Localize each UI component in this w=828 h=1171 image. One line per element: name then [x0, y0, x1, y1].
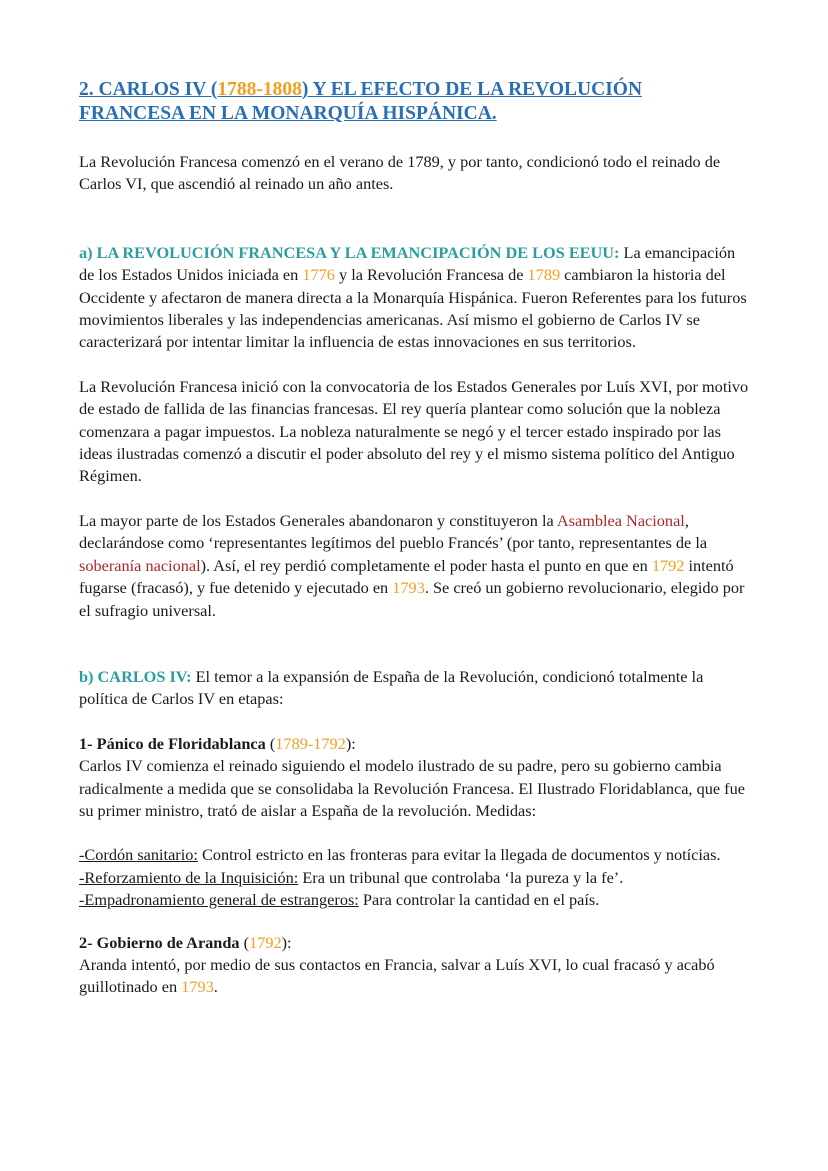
year-highlight: 1793 — [181, 977, 214, 997]
title-text-start: 2. CARLOS IV ( — [79, 79, 218, 100]
stage-1-heading: 1- Pánico de Floridablanca (1789-1792): — [79, 733, 356, 753]
intro-paragraph: La Revolución Francesa comenzó en el verano de 1789, y por tanto, condicionó todo el reinado de Carlos VI, que ascendió al reinado un año antes. — [79, 152, 721, 194]
year-highlight: 1789-1792 — [275, 733, 346, 753]
stage-2-heading: 2- Gobierno de Aranda (1792): — [79, 932, 292, 952]
year-highlight: 1793 — [392, 578, 425, 598]
year-highlight: 1776 — [302, 265, 335, 285]
section-a-heading: a) LA REVOLUCIÓN FRANCESA Y LA EMANCIPACIÓN DE LOS EEUU: — [79, 242, 620, 262]
measure-label: -Cordón sanitario: — [79, 845, 198, 865]
section-b-heading: b) CARLOS IV: — [79, 666, 192, 686]
measure-label: -Empadronamiento general de estrangeros: — [79, 890, 359, 910]
section-b-paragraph: b) CARLOS IV: El temor a la expansión de España de la Revolución, condicionó totalmente la política de Carlos IV en etapas: — [79, 666, 704, 709]
document-page — [79, 78, 751, 999]
list-item: -Cordón sanitario: Control estricto en las fronteras para evitar la llegada de documentos y notícias. — [79, 845, 721, 865]
measures-list — [79, 844, 751, 911]
list-item: -Reforzamiento de la Inquisición: Era un tribunal que controlaba ‘la pureza y la fe’. — [79, 867, 624, 887]
title-text-end: ) Y EL EFECTO DE LA REVOLUCIÓN FRANCESA EN LA MONARQUÍA HISPÁNICA. — [79, 79, 643, 124]
title-years: 1788-1808 — [217, 79, 302, 100]
page-title — [79, 78, 751, 126]
section-a-paragraph-1: a) LA REVOLUCIÓN FRANCESA Y LA EMANCIPACIÓN DE LOS EEUU: La emancipación de los Estados Unidos iniciada en 1776 y la Revolución Francesa de 1789 cambiaron la historia del Occidente y afectaron de manera directa a la Monarquía Hispánica. Fueron Referentes para los futuros movimientos liberales y las independencias americanas. Así mismo el gobierno de Carlos IV se caracterizará por intentar limitar la influencia de estas innovaciones en sus territorios. — [79, 242, 747, 352]
year-highlight: 1792 — [651, 555, 685, 575]
list-item: -Empadronamiento general de estrangeros: Para controlar la cantidad en el país. — [79, 890, 600, 910]
term-highlight: Asamblea Nacional — [556, 510, 685, 530]
year-highlight: 1789 — [527, 265, 561, 285]
year-highlight: 1792 — [249, 932, 282, 952]
measure-label: -Reforzamiento de la Inquisición: — [79, 867, 299, 887]
section-a-paragraph-3: La mayor parte de los Estados Generales abandonaron y constituyeron la Asamblea Nacional, declarándose como ‘representantes legítimos del pueblo Francés’ (por tanto, representantes de la soberanía nacional). Así, el rey perdió completamente el poder hasta el punto en que en 1792 intentó fugarse (fracasó), y fue detenido y ejecutado en 1793. Se creó un gobierno revolucionario, elegido por el sufragio universal. — [79, 510, 745, 620]
stage-2-text: Aranda intentó, por medio de sus contactos en Francia, salvar a Luís XVI, lo cual fracasó y acabó guillotinado en 1793. — [79, 954, 715, 997]
stage-1-text: Carlos IV comienza el reinado siguiendo el modelo ilustrado de su padre, pero su gobierno cambia radicalmente a medida que se consolidaba la Revolución Francesa. El Ilustrado Floridablanca, que fue su primer ministro, trató de aislar a España de la revolución. Medidas: — [79, 756, 745, 820]
term-highlight: soberanía nacional — [79, 555, 201, 575]
section-a-paragraph-2: La Revolución Francesa inició con la convocatoria de los Estados Generales por Luís XVI, por motivo de estado de fallida de las financias francesas. El rey quería plantear como solución que la nobleza comenzara a pagar impuestos. La nobleza naturalmente se negó y el tercer estado inspirado por las ideas ilustradas comenzó a discutir el poder absoluto del rey y el mismo sistema político del Antiguo Régimen. — [79, 376, 749, 486]
